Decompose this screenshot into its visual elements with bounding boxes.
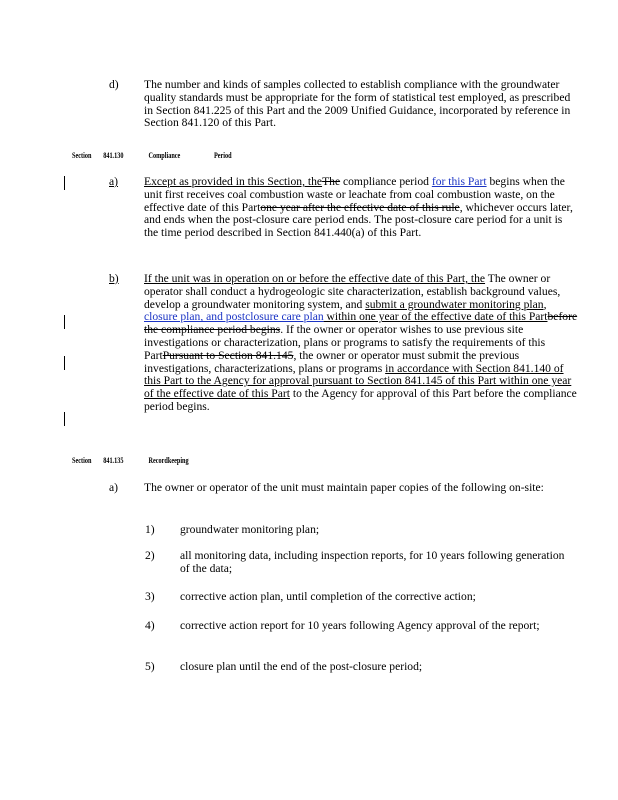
body-text: The owner or operator shall conduct a hydrogeologic site characterization, establish background values, develop a groundwater monitoring system, and xyxy=(144,272,561,311)
section-number: 841.135 xyxy=(103,456,124,465)
list-item-label: 4) xyxy=(145,619,155,632)
change-bar xyxy=(64,356,65,370)
body-text: compliance period xyxy=(340,175,432,188)
body-text: begins when the unit first receives coal combustion waste xyxy=(144,175,565,201)
paragraph-label: d) xyxy=(109,78,119,91)
inserted-link[interactable]: for this Part xyxy=(431,175,487,188)
list-item-label: 3) xyxy=(145,590,155,603)
deleted-text: before the compliance period begins xyxy=(144,310,578,337)
list-item xyxy=(145,620,575,633)
inserted-text: within one year of the effective date of this Part xyxy=(323,310,548,324)
section-title-1: Compliance xyxy=(148,151,181,160)
deleted-text: one year after the effective date of this rule xyxy=(260,200,460,214)
list-item-text: groundwater monitoring plan; xyxy=(180,523,320,536)
section-word: Section xyxy=(72,456,92,465)
inserted-text: submit a groundwater monitoring plan xyxy=(365,297,544,311)
paragraph-135-a xyxy=(109,482,579,495)
body-text: to the Agency for approval of this Part before the compliance period begins. xyxy=(144,387,577,413)
body-text: , whichever occurs later, and ends when the post-closure care period ends. The post-closure care period for a unit is the time period described in Section 841.440(a) of this Part. xyxy=(144,200,573,240)
section-heading-135 xyxy=(72,456,189,466)
inserted-text: Except as provided in this Section, the xyxy=(144,175,323,188)
paragraph-text: The number and kinds of samples collected to establish compliance with the groundwater quality standards must be appropriate for the form of statistical test employed, as prescribed in Section 841.225 of this Part and the 2009 Unified Guidance, incorporated by reference in Section 841.120 of this Part. xyxy=(144,78,571,130)
inserted-link[interactable]: closure plan, and postclosure care plan xyxy=(144,310,324,324)
deleted-text: The xyxy=(322,175,341,188)
list-item-text: all monitoring data, including inspection reports, for 10 years following generation of the data; xyxy=(180,549,565,575)
paragraph-label: a) xyxy=(109,481,119,494)
section-number: 841.130 xyxy=(103,151,124,160)
body-text: , the owner or operator must submit the previous investigations, characterizations, plans or programs xyxy=(144,348,520,375)
paragraph-label: b) xyxy=(109,272,119,285)
paragraph-130-b xyxy=(109,273,579,414)
paragraph-text xyxy=(144,176,579,240)
change-bar xyxy=(64,176,65,190)
list-item-text: closure plan until the end of the post-closure period; xyxy=(180,660,423,673)
inserted-text: If the unit was in operation on or before the effective date of this Part, the xyxy=(144,272,486,285)
body-text: . If the owner or operator wishes to use previous site investigations or characterization, plans or programs to satisfy the requirements of this Part xyxy=(144,323,546,362)
list-item xyxy=(145,524,575,537)
paragraph-text: The owner or operator of the unit must maintain paper copies of the following on-site: xyxy=(144,481,544,494)
list-item-label: 1) xyxy=(145,523,155,536)
change-bar xyxy=(64,315,65,329)
list-item-text: corrective action report for 10 years following Agency approval of the report; xyxy=(180,619,540,632)
paragraph-130-a xyxy=(109,176,579,240)
section-heading-130 xyxy=(72,151,232,161)
section-title-2: Period xyxy=(213,151,232,160)
list-item xyxy=(145,591,575,604)
paragraph-text xyxy=(144,273,579,414)
section-title-1: Recordkeeping xyxy=(148,456,189,465)
deleted-text: Pursuant to Section 841.145 xyxy=(162,348,294,362)
list-item xyxy=(145,661,575,674)
paragraph-d xyxy=(109,79,579,130)
inserted-text: in accordance with Section 841.140 of this Part to the Agency for approval pursuant to Section 841.145 of this Part within one year of the effective date of this Part xyxy=(144,361,572,401)
body-text: or leachate from coal combustion waste, on the effective date of this Part xyxy=(144,187,555,214)
section-word: Section xyxy=(72,151,92,160)
list-item xyxy=(145,550,575,576)
list-item-text: corrective action plan, until completion of the corrective action; xyxy=(180,590,476,603)
body-text: , xyxy=(543,297,547,311)
paragraph-label: a) xyxy=(109,175,119,188)
list-item-label: 2) xyxy=(145,549,155,562)
change-bar xyxy=(64,412,65,426)
list-item-label: 5) xyxy=(145,660,155,673)
